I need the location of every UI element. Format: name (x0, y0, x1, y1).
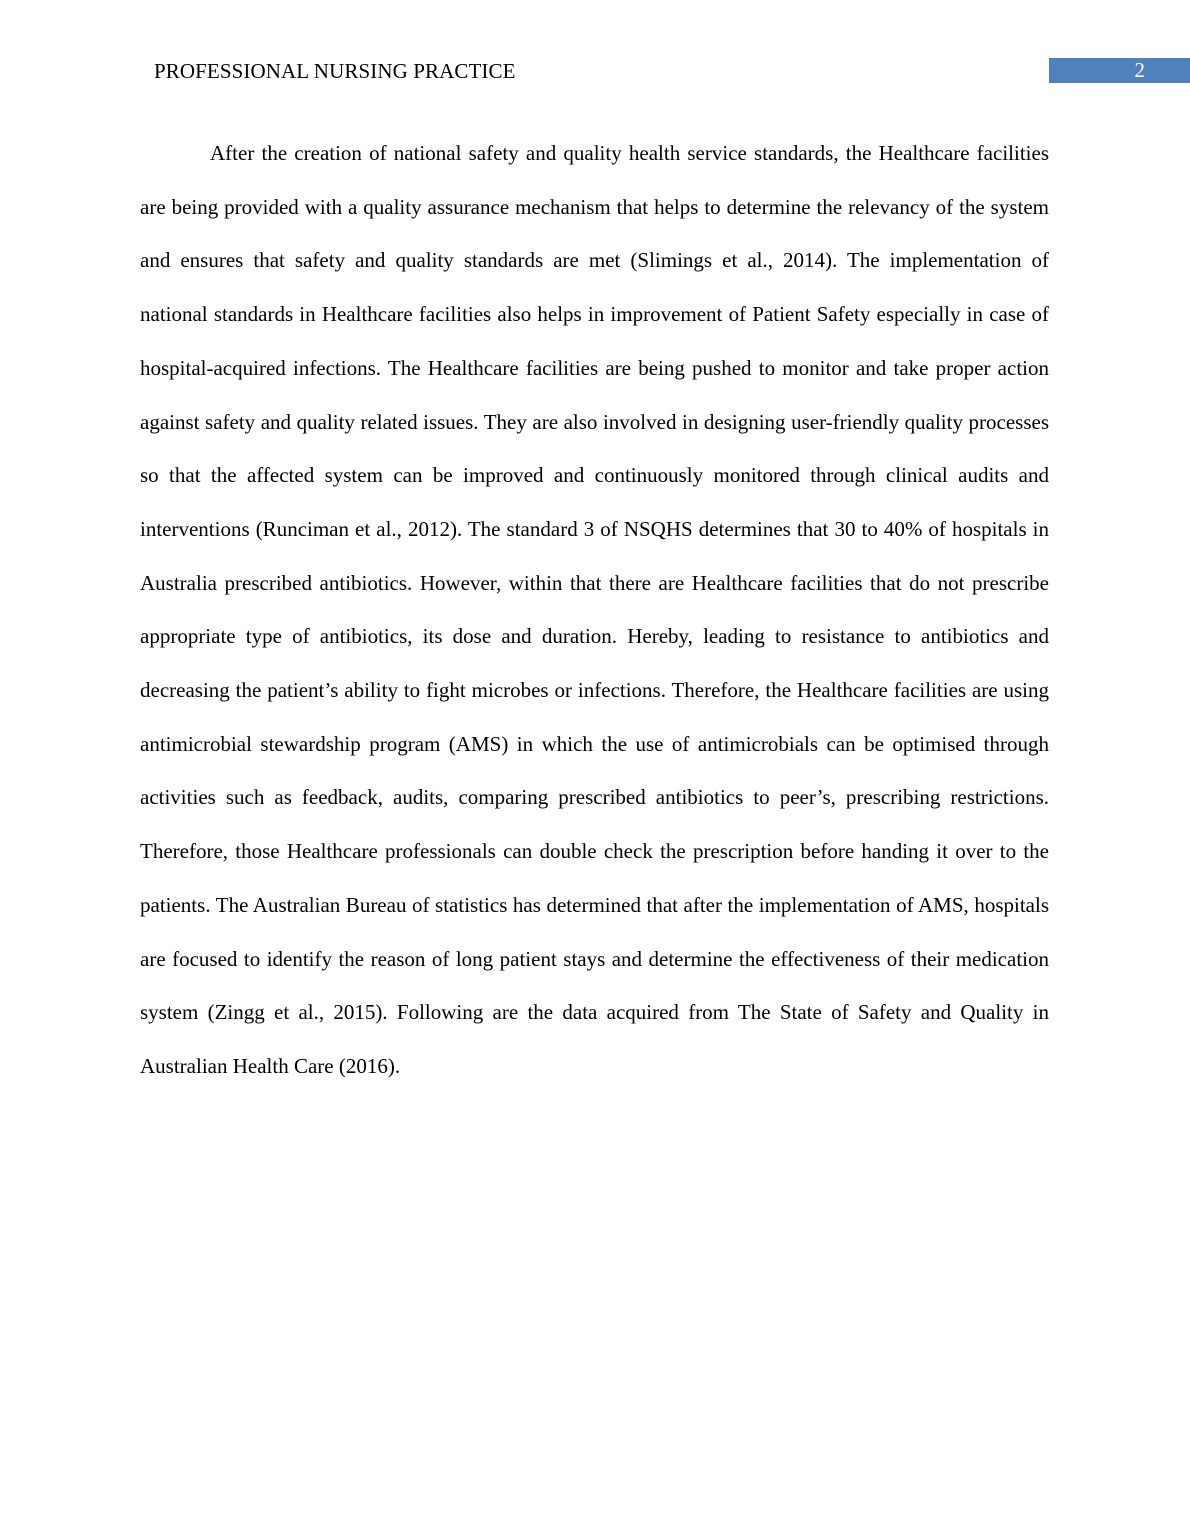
page-number-box (1049, 58, 1190, 83)
page-number: 2 (1134, 58, 1145, 82)
running-head: PROFESSIONAL NURSING PRACTICE (154, 59, 516, 83)
body-paragraph: After the creation of national safety and quality health service standards, the Healthcare facilities are being provided with a quality assurance mechanism that helps to determine the relevancy of the system and ensures that safety and quality standards are met (Slimings et al., 2014). The implementation of national standards in Healthcare facilities also helps in improvement of Patient Safety especially in case of hospital-acquired infections. The Healthcare facilities are being pushed to monitor and take proper action against safety and quality related issues. They are also involved in designing user-friendly quality processes so that the affected system can be improved and continuously monitored through clinical audits and interventions (Runciman et al., 2012). The standard 3 of NSQHS determines that 30 to 40% of hospitals in Australia prescribed antibiotics. However, within that there are Healthcare facilities that do not prescribe appropriate type of antibiotics, its dose and duration. Hereby, leading to resistance to antibiotics and decreasing the patient’s ability to fight microbes or infections. Therefore, the Healthcare facilities are using antimicrobial stewardship program (AMS) in which the use of antimicrobials can be optimised through activities such as feedback, audits, comparing prescribed antibiotics to peer’s, prescribing restrictions. Therefore, those Healthcare professionals can double check the prescription before handing it over to the patients. The Australian Bureau of statistics has determined that after the implementation of AMS, hospitals are focused to identify the reason of long patient stays and determine the effectiveness of their medication system (Zingg et al., 2015). Following are the data acquired from The State of Safety and Quality in Australian Health Care (2016). (140, 141, 1049, 1078)
